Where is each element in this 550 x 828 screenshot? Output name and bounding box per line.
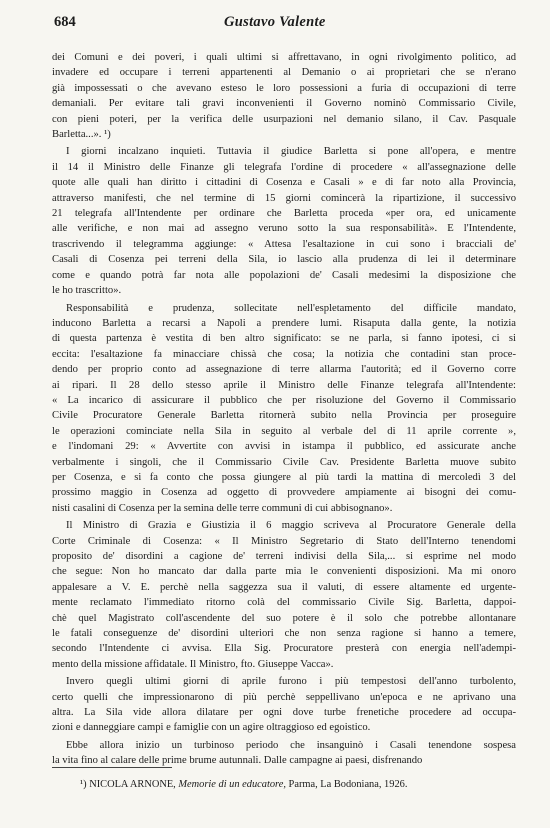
text-line: Ebbe allora inizio un turbinoso periodo che insanguinò i Casali tenendone sospesa [66,739,516,751]
paragraph [52,674,516,736]
text-line: verbalmente i singoli, che il Commissario Civile Cav. Presidente Barletta muove subito [52,456,516,468]
footnote-marker: ¹) [80,779,87,790]
text-line: Invero quegli ultimi giorni di aprile furono i più tempestosi dell'anno turbolento, [66,676,516,688]
text-line: prossimo maggio in Cosenza ad oggetto di provvedere ampiamente ai bisogni dei comu- [52,487,516,499]
paragraph [52,518,516,672]
paragraph [52,738,516,769]
text-line: Civile Procuratore Generale Barletta ritornerà subito nella Provincia per proseguire [52,410,516,422]
text-line: 21 telegrafa all'Intendente per ordinare che Barletta proceda «per ora, ed unicamente [52,208,516,220]
text-line: appalesare a V. E. perchè nella saggezza sua il valuti, di essere altamente ed urgente- [52,581,516,593]
text-line: certo quelli che impressionarono di più perchè seppellivano un'epoca e ne aprivano una [52,691,516,703]
text-line: come e quando potrà far nota alle popolazioni de' Casali medesimi la disposizione che [52,269,516,281]
text-line: zioni e danneggiare campi e famiglie con un agire oltraggioso ed egoistico. [52,722,371,734]
text-line: mente reclamato l'immediato ritorno colà del commissario Civile Sig. Barletta, dappoi- [52,597,516,609]
body-text [52,50,516,771]
text-line: I giorni incalzano inquieti. Tuttavia il giudice Barletta si pone all'opera, e mentre [66,146,516,158]
text-line: con pieni poteri, per la verifica delle usurpazioni nel demanio silano, il Cav. Pasquale [52,113,516,125]
text-line: il 14 il Ministro delle Finanze gli telegrafa l'ordine di procedere « all'assegnazione delle [52,161,516,173]
text-line: inducono Barletta a recarsi a Napoli a prendere lumi. Risaputa dalla gente, la notizia [52,317,516,329]
text-line: proposito de' disordini a cagione de' terreni indivisi della Sila,... si esprime nel modo [52,551,516,562]
text-line: e l'indomani 29: « Avvertite con avvisi in istampa il pubblico, ed assicurate anche [52,441,516,453]
text-line: trascrivendo il telegramma aggiunge: « Attesa l'esaltazione in cui sono i bracciali de' [52,238,516,250]
text-line: invadere ed occupare i terreni appartenenti al Demanio o ai proprietari che se n'erano [52,67,516,79]
text-line: dei Comuni e dei poveri, i quali ultimi si affrettavano, in ogni rivolgimento politico, ad [52,52,516,63]
text-line: chè quel Magistrato coll'ascendente del suo potere è il solo che potrebbe allontanare [52,612,516,624]
footnote-rule [52,767,172,768]
text-line: quote alle quali han diritto i cittadini di Cosenza e Casali » e di far noto alla Provincia, [52,177,516,189]
footnote-author: NICOLA ARNONE, [89,779,176,790]
text-line: per Cosenza, e si fa conto che possa giungere al più tardi la mattina di mercoledì 3 del [52,471,516,483]
paragraph [52,144,516,298]
text-line: già impossessati o che avevano esteso le loro possessioni a furia di occupazioni di terre [52,82,516,94]
page-header [54,14,534,36]
text-line: le ho trascritto». [52,285,122,297]
text-line: Corte Criminale di Cosenza: « Il Ministro Segretario di Stato dell'Interno tenendomi [52,535,516,547]
text-line: mento della missione affidatale. Il Ministro, fto. Giuseppe Vacca». [52,658,334,670]
text-line: « La incarico di assicurare il pubblico che per risoluzione del Governo il Commissario [52,394,516,406]
text-line: alle verifiche, e non mai ad assegno veruno sotto la sua responsabilità». E l'Intendente, [52,223,516,235]
text-line: la vita fino al calare delle prime brume autunnali. Dalle campagne ai paesi, disfrenando [52,755,423,767]
text-line: altra. La Sila vide allora dilatare per ogni dove turbe frenetiche procedere ad occupa- [52,707,516,719]
text-line: demaniali. Per evitare tali gravi inconvenienti il Governo nominò Commissario Civile, [52,98,516,110]
text-line: secondo l'Intendente ci avvisa. Ella Sig. Procuratore presterà con energia nell'adempi- [52,643,516,655]
text-line: le fatali conseguenze de' disordini ulteriori che non senza ragione si hanno a temere, [52,628,516,640]
footnote-publication: Parma, La Bodoniana, 1926. [288,779,408,790]
text-line: Responsabilità e prudenza, sollecitate nell'espletamento del difficile mandato, [66,302,516,314]
text-line: ai ripari. Il 28 dello stesso aprile il Ministro delle Finanze telegrafa all'Intendente: [52,379,516,391]
paragraph [52,50,516,142]
running-head: Gustavo Valente [224,14,326,30]
text-line: Barletta...». ¹) [52,129,111,141]
text-line: le operazioni cominciate nella Sila in seguito al verbale del di 11 aprile corrente », [52,425,516,437]
text-line: eccita: l'esaltazione fa minacciare chissà che cosa; la notizia che contadini stan proce- [52,348,516,360]
footnote [80,779,407,790]
paragraph [52,301,516,517]
page-number: 684 [54,14,76,30]
text-line: Casali di Cosenza pei terreni della Sila, io lascio alla prudenza di lei il determinare [52,254,516,266]
text-line: attraverso manifesti, che nel termine di 15 giorni comincerà la ripartizione, il successivo [52,192,516,204]
footnote-title: Memorie di un educatore, [178,779,286,790]
text-line: dendo per proprio conto ad assegnazione di terre allarma l'autorità; ed il Governo corre [52,364,516,376]
text-line: nisti casalini di Cosenza per la semina delle terre communi di cui abbisognano». [52,502,393,514]
text-line: che segue: Non ho mancato dar dalla parte mia le convenienti disposizioni. Ma mi onoro [52,566,516,578]
text-line: Il Ministro di Grazia e Giustizia il 6 maggio scriveva al Procuratore Generale della [66,520,516,532]
text-line: di questa partenza è vestita di ben altro significato: se ne parla, si fanno ipotesi, ci si [52,333,516,345]
